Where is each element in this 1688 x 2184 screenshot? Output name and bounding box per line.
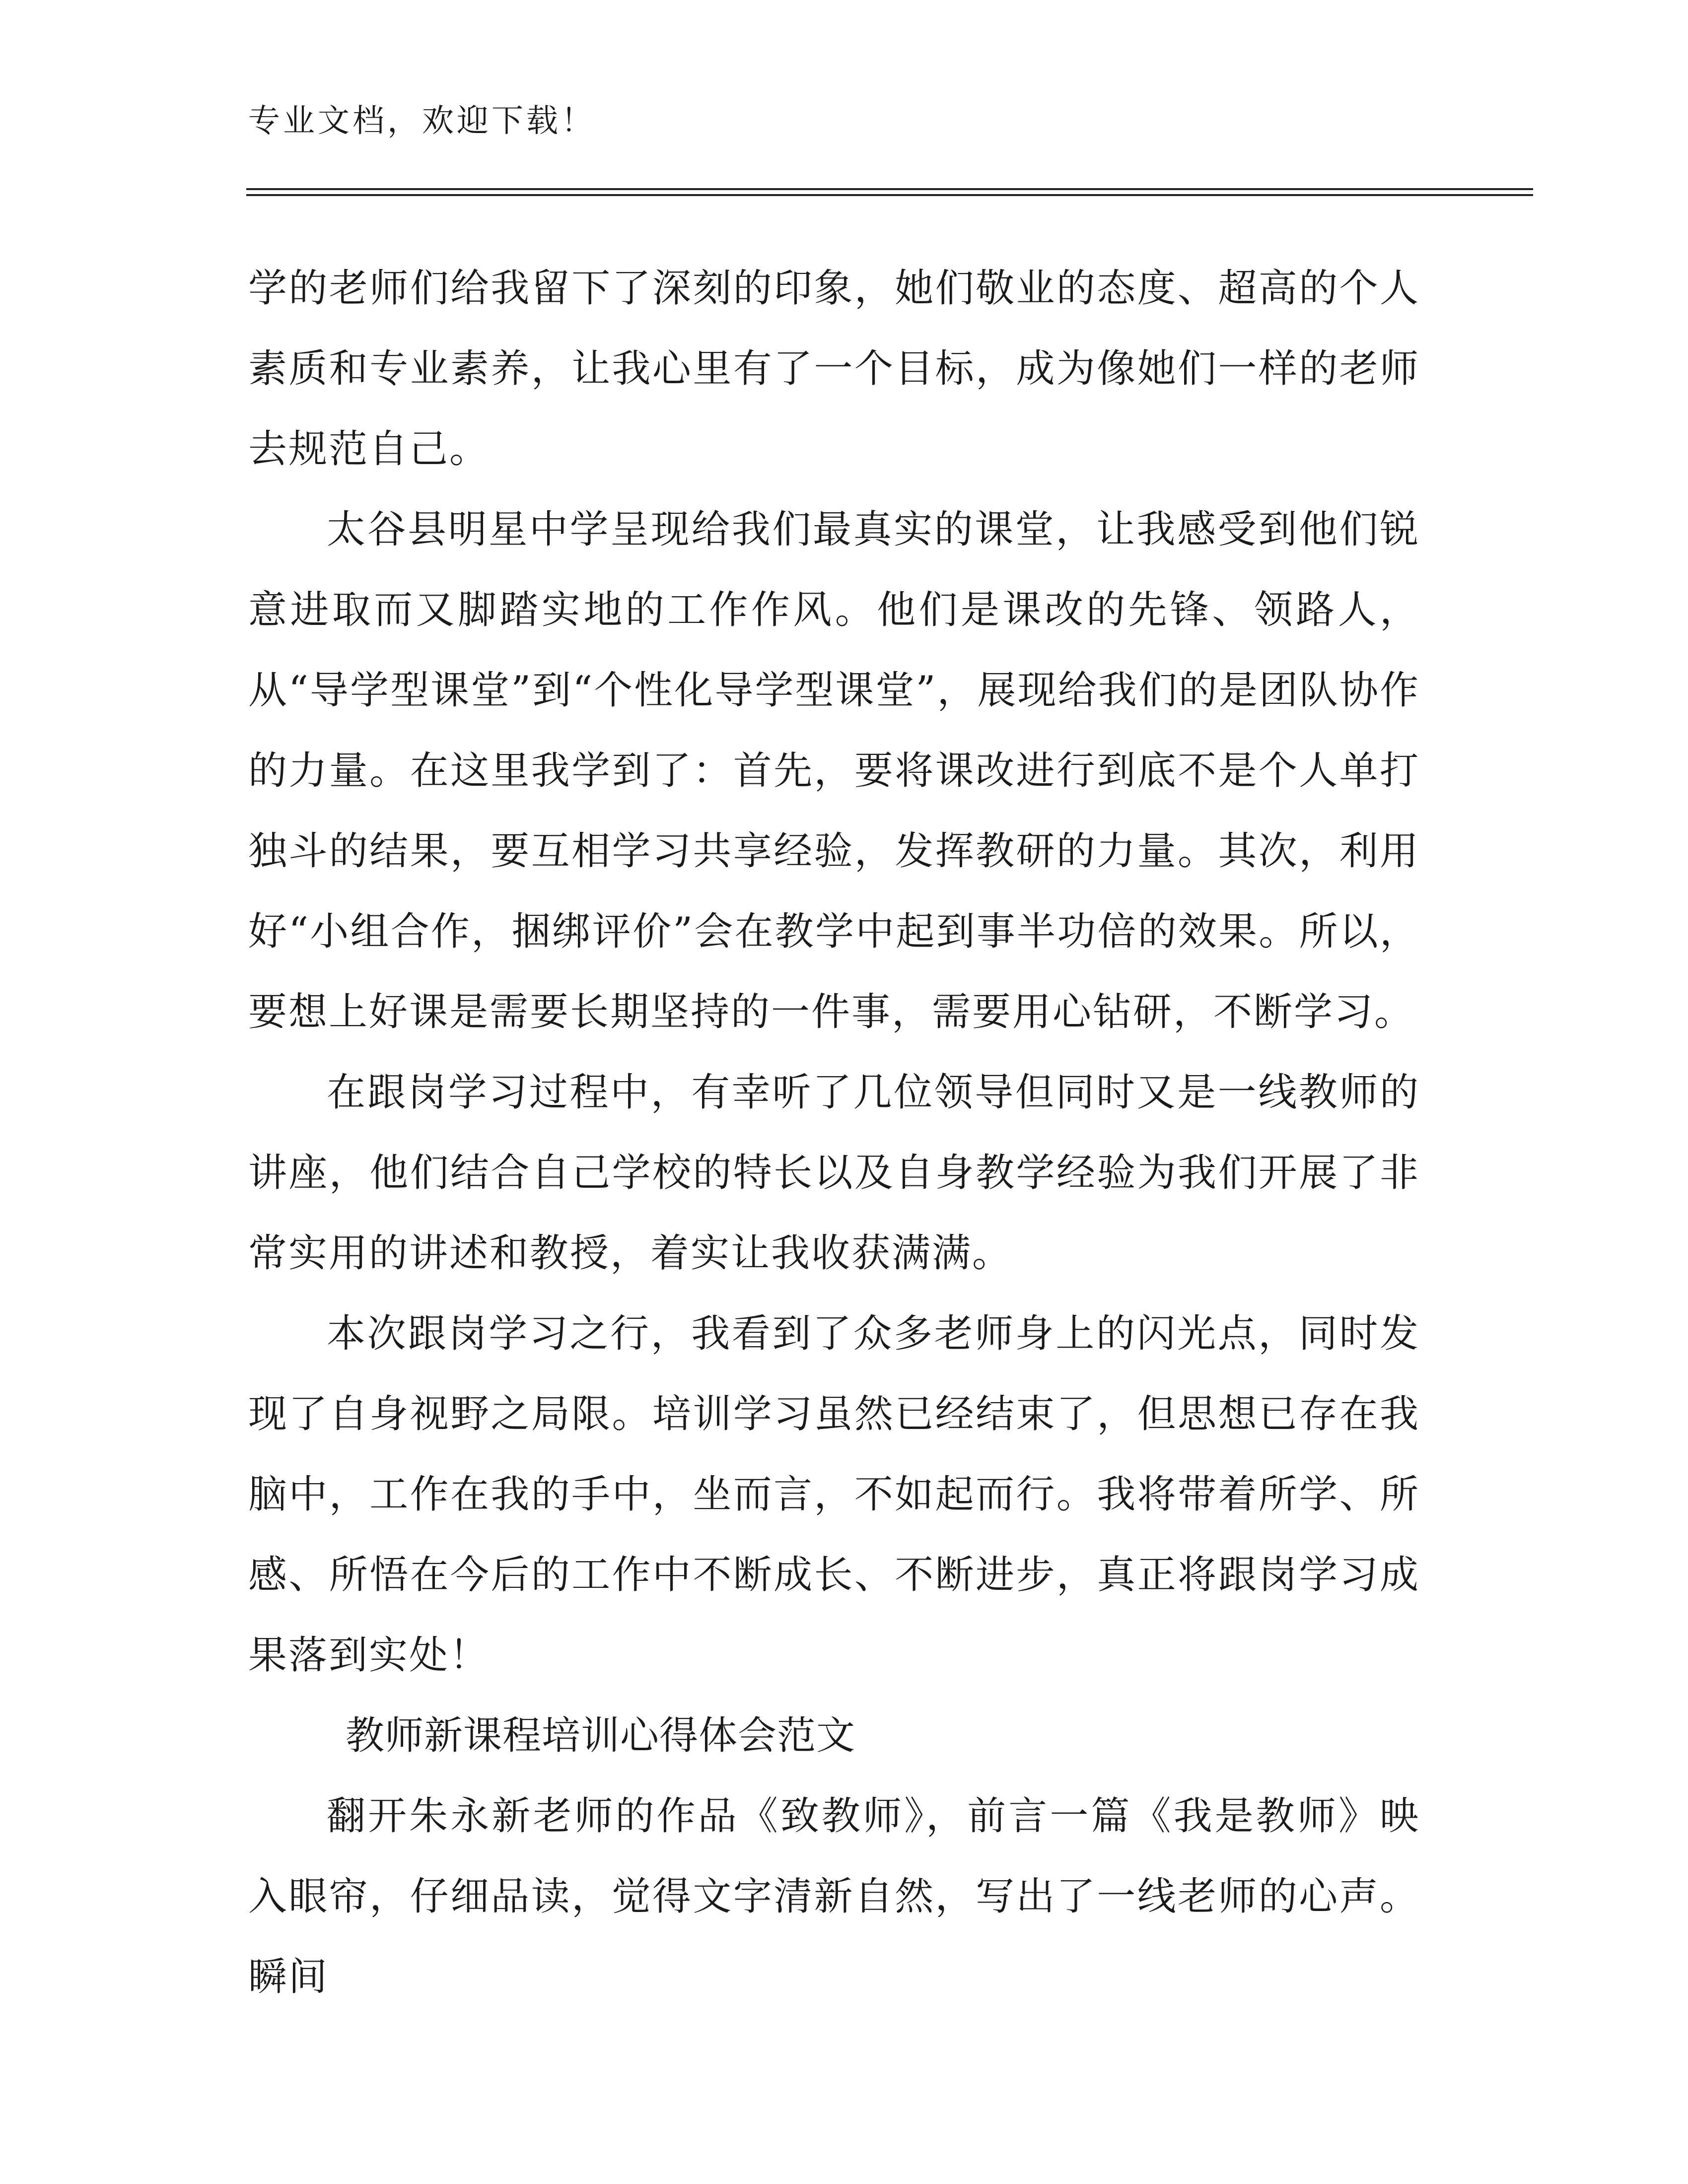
header-rule-bottom [246, 194, 1533, 196]
paragraph-new-section: 翻开朱永新老师的作品《致教师》，前言一篇《我是教师》映入眼帘，仔细品读，觉得文字清新自然，写出了一线老师的心声。瞬间 [248, 1794, 1420, 1999]
paragraph-continued: 学的老师们给我留下了深刻的印象，她们敬业的态度、超高的个人素质和专业素养，让我心里有了一个目标，成为像她们一样的老师去规范自己。 [248, 266, 1420, 472]
document-body [248, 248, 1420, 2017]
paragraph-lectures: 在跟岗学习过程中，有幸听了几位领导但同时又是一线教师的讲座，他们结合自己学校的特长以及自身教学经验为我们开展了非常实用的讲述和教授，着实让我收获满满。 [248, 1070, 1420, 1276]
header-rule-top [246, 188, 1533, 190]
paragraph-conclusion: 本次跟岗学习之行，我看到了众多老师身上的闪光点，同时发现了自身视野之局限。培训学习虽然已经结束了，但思想已存在我脑中，工作在我的手中，坐而言，不如起而行。我将带着所学、所感、所悟在今后的工作中不断成长、不断进步，真正将跟岗学习成果落到实处！ [248, 1311, 1420, 1678]
header-text: 专业文档，欢迎下载！ [248, 103, 596, 139]
section-title: 教师新课程培训心得体会范文 [346, 1713, 856, 1758]
paragraph-mingxing-school: 太谷县明星中学呈现给我们最真实的课堂，让我感受到他们锐意进取而又脚踏实地的工作作风。他们是课改的先锋、领路人，从“导学型课堂”到“个性化导学型课堂”，展现给我们的是团队协作的力量。在这里我学到了：首先，要将课改进行到底不是个人单打独斗的结果，要互相学习共享经验，发挥教研的力量。其次，利用好“小组合作，捆绑评价”会在教学中起到事半功倍的效果。所以，要想上好课是需要长期坚持的一件事，需要用心钻研，不断学习。 [248, 507, 1420, 1034]
